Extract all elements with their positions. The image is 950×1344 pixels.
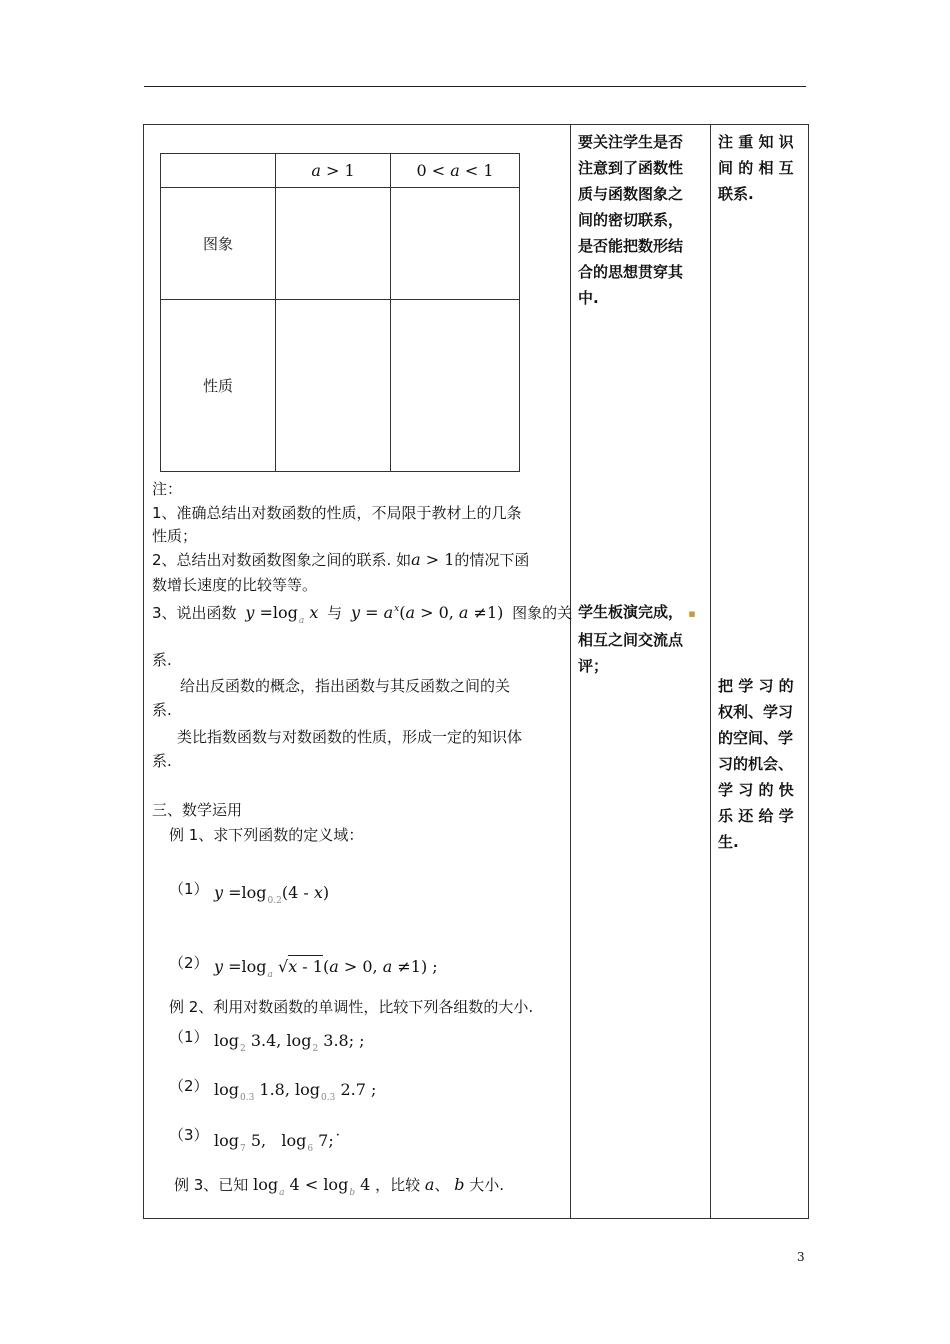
example-1-title: 例 1、求下列函数的定义域：	[169, 826, 364, 844]
header-0-lt-a-lt-1: 0 < a < 1	[391, 154, 520, 188]
props-cell-a-gt-1	[276, 300, 391, 472]
comparison-table	[160, 153, 520, 472]
example-2-2-formula: $\log_{0.3} 1.8$, $\log_{0.3} 2.7$ ;	[214, 1080, 377, 1103]
graph-cell-a-lt-1	[391, 188, 520, 300]
knowledge-link-note: 注 重 知 识 间 的 相 互 联系.	[718, 133, 794, 203]
example-2-1-label: （1）	[169, 1028, 209, 1046]
row-label-properties: 性质	[161, 300, 276, 472]
example-2-1-formula: $\log_2 3.4$, $\log_2 3.8$; ;	[214, 1031, 365, 1054]
example-1-2-formula: $y =\log_a$ √x - 1(a > 0, a ≠1) ;	[214, 957, 438, 980]
page-number: 3	[797, 1250, 805, 1264]
stray-dot: ▪	[688, 607, 696, 620]
note-1-line1: 1、准确总结出对数函数的性质，不局限于教材上的几条	[152, 504, 522, 522]
teacher-focus-note: 要关注学生是否 注意到了函数性 质与函数图象之 间的密切联系， 是否能把数形结 合的思想贯穿其 中.	[578, 133, 684, 307]
note-2-line1: 2、总结出对数函数图象之间的联系. 如a > 1的情况下函	[152, 550, 530, 569]
example-1-1-formula: $y =\log_{0.2}(4 - x)$	[214, 883, 330, 906]
note-3-line2: 系.	[152, 651, 172, 669]
graph-cell-a-gt-1	[276, 188, 391, 300]
inverse-function-line2: 系.	[152, 701, 172, 719]
props-cell-a-lt-1	[391, 300, 520, 472]
note-2-line2: 数增长速度的比较等等。	[152, 576, 318, 594]
notes-label: 注：	[152, 480, 183, 498]
learning-rights-note: 把 学 习 的 权利、学习 的空间、学 习的机会、 学 习 的 快 乐 还 给 学 生.	[718, 677, 794, 851]
analogy-line2: 系.	[152, 752, 172, 770]
corner-cell	[161, 154, 276, 188]
example-1-2-label: （2）	[169, 954, 209, 972]
section-3-heading: 三、数学运用	[152, 801, 243, 819]
example-2-title: 例 2、利用对数函数的单调性，比较下列各组数的大小.	[169, 998, 534, 1016]
note-3-line1: 3、说出函数 $y =\log_a$ x 与 $y = a^x(a > 0$, a ≠1) 图象的关	[152, 603, 573, 626]
lesson-table	[143, 124, 809, 1219]
header-a-gt-1: a > 1	[276, 154, 391, 188]
header-rule	[144, 86, 806, 87]
example-1-1-label: （1）	[169, 880, 209, 898]
note-1-line2: 性质；	[152, 527, 198, 545]
inverse-function-line1: 给出反函数的概念，指出函数与其反函数之间的关	[180, 677, 511, 695]
example-2-3-formula: $\log_7 5$, $\log_6$ 7;˙	[214, 1131, 342, 1154]
example-2-2-label: （2）	[169, 1077, 209, 1095]
example-2-3-label: （3）	[169, 1126, 209, 1144]
student-practice-note: 学生板演完成， ▪ 相互之间交流点 评；	[578, 603, 696, 675]
example-3: 例 3、已知 $\log_a 4 < \log_b 4$ ，比较 a、 b 大小.	[174, 1175, 505, 1198]
column-divider-1	[570, 125, 571, 1218]
row-label-graph: 图象	[161, 188, 276, 300]
analogy-line1: 类比指数函数与对数函数的性质，形成一定的知识体	[177, 728, 523, 746]
column-divider-2	[710, 125, 711, 1218]
